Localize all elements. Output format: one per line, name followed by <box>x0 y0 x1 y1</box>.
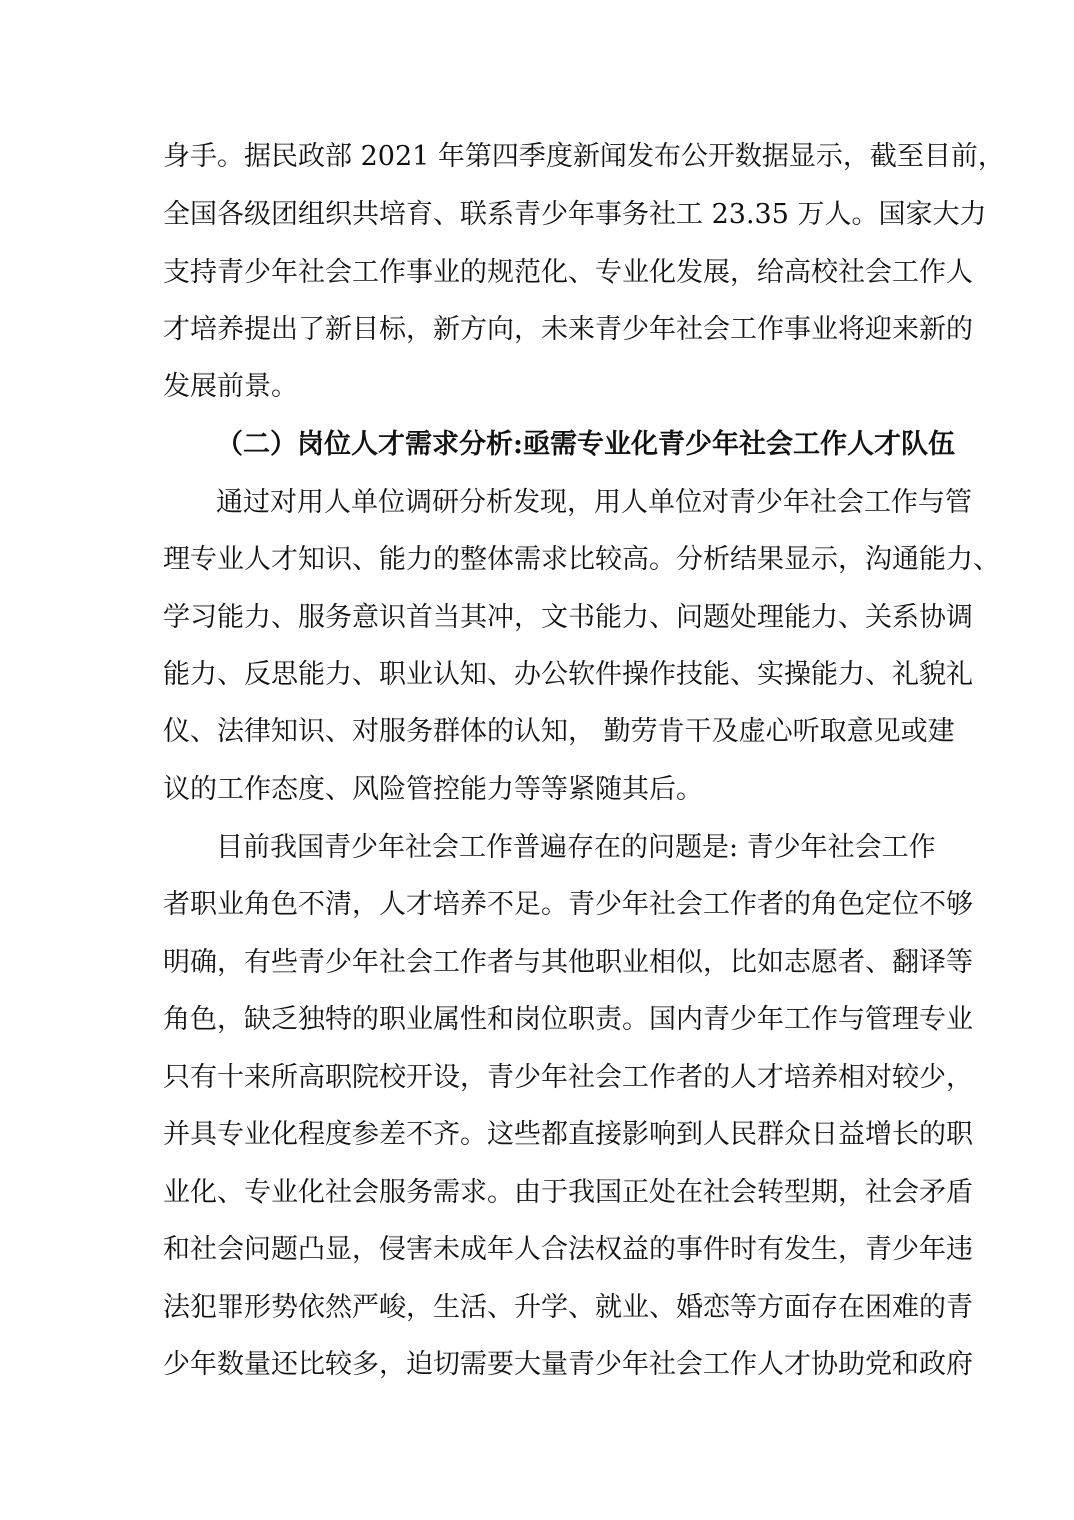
text-line: 仪、法律知识、对服务群体的认知， 勤劳肯干及虚心听取意见或建 <box>163 716 955 747</box>
text-line: 角色，缺乏独特的职业属性和岗位职责。国内青少年工作与管理专业 <box>163 1004 973 1035</box>
text-line: 者职业角色不清，人才培养不足。青少年社会工作者的角色定位不够 <box>163 889 973 920</box>
text-line: 明确，有些青少年社会工作者与其他职业相似，比如志愿者、翻译等 <box>163 947 973 978</box>
text-line: 理专业人才知识、能力的整体需求比较高。分析结果显示，沟通能力、 <box>163 544 1000 575</box>
text-line: 并具专业化程度参差不齐。这些都直接影响到人民群众日益增长的职 <box>163 1119 973 1150</box>
text-line: 能力、反思能力、职业认知、办公软件操作技能、实操能力、礼貌礼 <box>163 659 973 690</box>
text-line: 发展前景。 <box>163 371 298 402</box>
text-line: 全国各级团组织共培育、联系青少年事务社工 23.35 万人。国家大力 <box>163 199 987 230</box>
text-line: 通过对用人单位调研分析发现，用人单位对青少年社会工作与管 <box>216 487 972 518</box>
text-line: 目前我国青少年社会工作普遍存在的问题是: 青少年社会工作 <box>216 832 936 863</box>
text-line: 业化、专业化社会服务需求。由于我国正处在社会转型期，社会矛盾 <box>163 1177 973 1208</box>
section-heading: （二）岗位人才需求分析:亟需专业化青少年社会工作人才队伍 <box>216 429 955 460</box>
text-line: 学习能力、服务意识首当其冲，文书能力、问题处理能力、关系协调 <box>163 602 973 633</box>
text-line: 支持青少年社会工作事业的规范化、专业化发展，给高校社会工作人 <box>163 257 973 288</box>
text-line: 和社会问题凸显，侵害未成年人合法权益的事件时有发生，青少年违 <box>163 1234 973 1265</box>
text-line: 身手。据民政部 2021 年第四季度新闻发布公开数据显示，截至目前， <box>163 141 1005 172</box>
text-line: 议的工作态度、风险管控能力等等紧随其后。 <box>163 774 703 805</box>
text-line: 少年数量还比较多，迫切需要大量青少年社会工作人才协助党和政府 <box>163 1349 973 1380</box>
text-line: 法犯罪形势依然严峻，生活、升学、就业、婚恋等方面存在困难的青 <box>163 1292 973 1323</box>
text-line: 才培养提出了新目标，新方向，未来青少年社会工作事业将迎来新的 <box>163 314 973 345</box>
text-line: 只有十来所高职院校开设，青少年社会工作者的人才培养相对较少， <box>163 1062 973 1093</box>
